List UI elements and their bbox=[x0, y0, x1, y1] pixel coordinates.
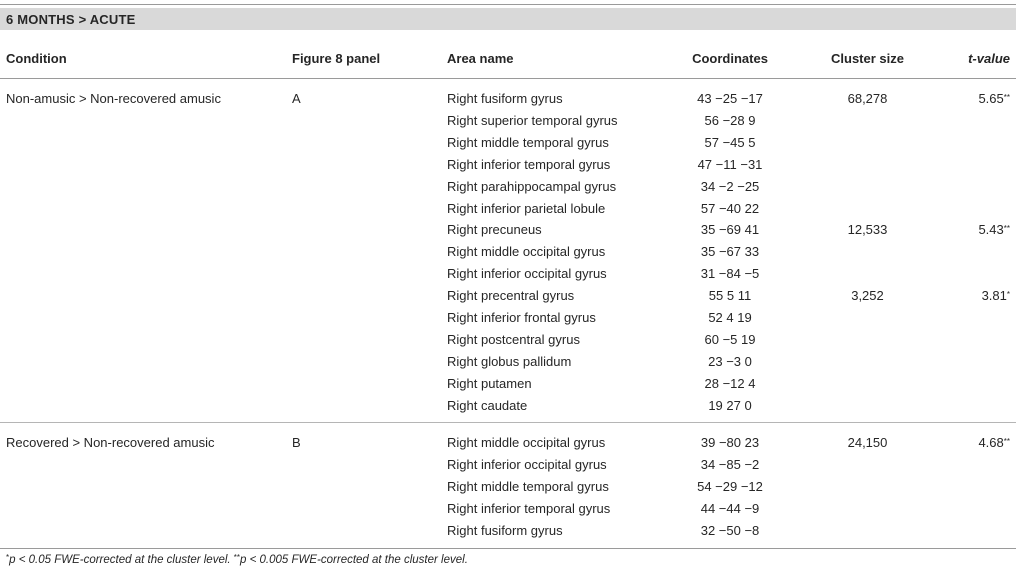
t-value-cell bbox=[930, 222, 1010, 238]
cluster-size-cell: 24,150 bbox=[847, 435, 888, 450]
cluster-size-cell: 3,252 bbox=[851, 288, 884, 303]
section-header bbox=[0, 8, 1016, 30]
table-bottom-rule bbox=[0, 548, 1016, 549]
coordinates-cell: 57 −40 22 bbox=[700, 201, 760, 216]
coordinates-cell: 34 −85 −2 bbox=[700, 457, 760, 472]
group-divider bbox=[0, 422, 1016, 423]
coordinates-cell: 19 27 0 bbox=[708, 398, 752, 413]
footnote-text-2: p < 0.005 FWE-corrected at the cluster level. bbox=[240, 554, 468, 566]
coordinates-cell: 35 −69 41 bbox=[700, 222, 760, 237]
area-name-cell: Right inferior occipital gyrus bbox=[447, 457, 607, 472]
area-name-cell: Right inferior temporal gyrus bbox=[447, 157, 611, 172]
area-name-cell: Right parahippocampal gyrus bbox=[447, 179, 617, 194]
area-name-cell: Right globus pallidum bbox=[447, 354, 572, 369]
cluster-size-cell: 68,278 bbox=[847, 91, 888, 106]
coordinates-cell: 44 −44 −9 bbox=[700, 501, 760, 516]
footnote-mark-2: ** bbox=[233, 553, 241, 562]
t-value: 4.68 bbox=[978, 435, 1004, 450]
section-title: 6 MONTHS > ACUTE bbox=[6, 12, 136, 27]
coordinates-cell: 23 −3 0 bbox=[708, 354, 752, 369]
table-top-rule bbox=[0, 4, 1016, 5]
area-name-cell: Right precuneus bbox=[447, 222, 542, 237]
area-name-cell: Right middle temporal gyrus bbox=[447, 479, 609, 494]
t-value: 5.43 bbox=[978, 222, 1004, 237]
header-area-name: Area name bbox=[447, 51, 514, 66]
coordinates-cell: 60 −5 19 bbox=[704, 332, 756, 347]
area-name-cell: Right superior temporal gyrus bbox=[447, 113, 618, 128]
area-name-cell: Right caudate bbox=[447, 398, 528, 413]
t-value-cell bbox=[930, 91, 1010, 107]
header-coordinates: Coordinates bbox=[692, 51, 768, 66]
area-name-cell: Right postcentral gyrus bbox=[447, 332, 580, 347]
area-name-cell: Right inferior occipital gyrus bbox=[447, 266, 607, 281]
t-value: 3.81 bbox=[981, 288, 1007, 303]
header-figure-panel: Figure 8 panel bbox=[292, 51, 381, 66]
significance-mark: ** bbox=[1003, 93, 1010, 102]
coordinates-cell: 43 −25 −17 bbox=[697, 91, 763, 106]
coordinates-cell: 47 −11 −31 bbox=[697, 157, 763, 172]
coordinates-cell: 31 −84 −5 bbox=[700, 266, 760, 281]
coordinates-cell: 32 −50 −8 bbox=[700, 523, 760, 538]
t-value-cell bbox=[930, 435, 1010, 451]
header-rule bbox=[0, 78, 1016, 79]
footnote-text-1: p < 0.05 FWE-corrected at the cluster level. bbox=[9, 554, 234, 566]
area-name-cell: Right inferior parietal lobule bbox=[447, 201, 606, 216]
significance-mark: ** bbox=[1003, 224, 1010, 233]
cluster-size-cell: 12,533 bbox=[847, 222, 888, 237]
area-name-cell: Right inferior temporal gyrus bbox=[447, 501, 611, 516]
figure-panel-cell: B bbox=[292, 435, 301, 450]
header-t-value-text: t-value bbox=[968, 51, 1010, 66]
coordinates-cell: 52 4 19 bbox=[708, 310, 752, 325]
condition-cell: Recovered > Non-recovered amusic bbox=[6, 435, 215, 450]
header-t-value bbox=[930, 51, 1010, 66]
header-condition: Condition bbox=[6, 51, 67, 66]
coordinates-cell: 55 5 11 bbox=[708, 288, 752, 303]
header-cluster-size: Cluster size bbox=[831, 51, 904, 66]
area-name-cell: Right middle occipital gyrus bbox=[447, 435, 606, 450]
t-value-cell bbox=[930, 288, 1010, 304]
coordinates-cell: 28 −12 4 bbox=[704, 376, 756, 391]
footnote-mark-1: * bbox=[6, 553, 10, 562]
figure-panel-cell: A bbox=[292, 91, 301, 106]
coordinates-cell: 56 −28 9 bbox=[704, 113, 756, 128]
significance-mark: * bbox=[1006, 290, 1010, 299]
area-name-cell: Right inferior frontal gyrus bbox=[447, 310, 596, 325]
area-name-cell: Right fusiform gyrus bbox=[447, 523, 563, 538]
area-name-cell: Right precentral gyrus bbox=[447, 288, 575, 303]
coordinates-cell: 34 −2 −25 bbox=[700, 179, 760, 194]
area-name-cell: Right middle temporal gyrus bbox=[447, 135, 609, 150]
condition-cell: Non-amusic > Non-recovered amusic bbox=[6, 91, 221, 106]
coordinates-cell: 35 −67 33 bbox=[700, 244, 760, 259]
area-name-cell: Right fusiform gyrus bbox=[447, 91, 563, 106]
table-footnote bbox=[6, 554, 468, 566]
coordinates-cell: 39 −80 23 bbox=[700, 435, 760, 450]
t-value: 5.65 bbox=[978, 91, 1004, 106]
coordinates-cell: 54 −29 −12 bbox=[697, 479, 763, 494]
area-name-cell: Right putamen bbox=[447, 376, 532, 391]
coordinates-cell: 57 −45 5 bbox=[704, 135, 756, 150]
significance-mark: ** bbox=[1003, 437, 1010, 446]
area-name-cell: Right middle occipital gyrus bbox=[447, 244, 606, 259]
